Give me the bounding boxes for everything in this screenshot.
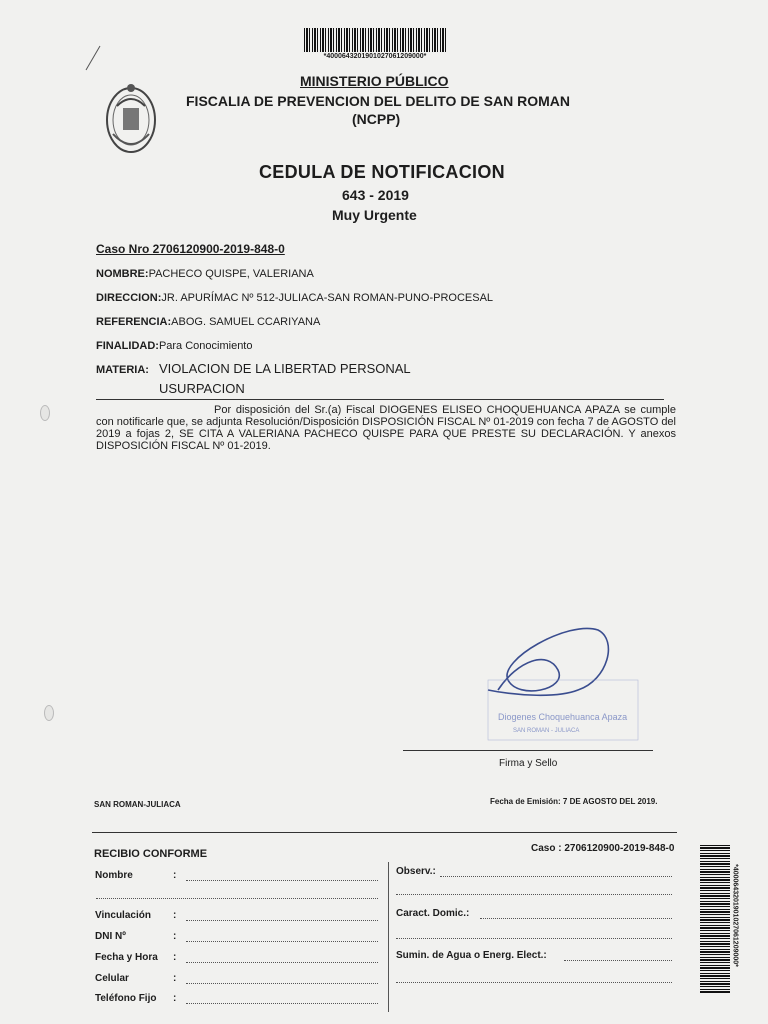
notification-body [96,404,676,452]
colon: : [173,931,177,942]
punch-hole [44,705,54,721]
materia-row [96,364,149,376]
receipt-celular-field[interactable] [186,983,378,984]
colon: : [173,993,177,1004]
nombre-row [96,268,314,280]
nombre-value: PACHECO QUISPE, VALERIANA [148,268,314,280]
finalidad-row [96,340,253,352]
divider [96,399,664,400]
receipt-observ-field-2[interactable] [396,894,672,895]
priority-label: Muy Urgente [332,207,417,223]
receipt-dni-label: DNI Nº [95,931,126,942]
materia-value-2: USURPACION [159,381,245,396]
receipt-dni-field[interactable] [186,941,378,942]
receipt-vinculacion-label: Vinculación [95,910,151,921]
receipt-caract-label: Caract. Domic.: [396,908,470,919]
direccion-value: JR. APURÍMAC Nº 512-JULIACA-SAN ROMAN-PUNO-PROCESAL [161,292,494,304]
receipt-observ-field[interactable] [440,876,672,877]
svg-text:SAN ROMAN - JULIACA: SAN ROMAN - JULIACA [513,728,580,734]
receipt-telefono-field[interactable] [186,1003,378,1004]
nombre-label: NOMBRE: [96,268,149,280]
document-number: 643 - 2019 [342,187,409,203]
receipt-divider [388,862,389,1012]
signature-label: Firma y Sello [499,758,558,769]
receipt-telefono-label: Teléfono Fijo [95,993,157,1004]
svg-text:Diogenes Choquehuanca Apaza: Diogenes Choquehuanca Apaza [498,712,628,722]
side-barcode [700,845,730,993]
receipt-sumin-label: Sumin. de Agua o Energ. Elect.: [396,950,547,961]
finalidad-value: Para Conocimiento [158,340,253,352]
receipt-vinculacion-field[interactable] [186,920,378,921]
receipt-observ-label: Observ.: [396,866,436,877]
side-barcode-number: *4000643201901027061209000* [731,864,739,967]
receipt-top-line [92,832,677,833]
signature-line [403,750,653,751]
colon: : [173,973,177,984]
barcode-number: *4000643201901027061209000* [323,53,427,60]
receipt-sumin-field[interactable] [564,960,672,961]
receipt-nombre-label: Nombre [95,870,133,881]
colon: : [173,910,177,921]
ncpp-label: (NCPP) [352,111,401,127]
document-title: CEDULA DE NOTIFICACION [259,162,505,182]
receipt-caract-field-2[interactable] [396,938,672,939]
punch-hole [40,405,50,421]
case-number: Caso Nro 2706120900-2019-848-0 [96,242,285,256]
receipt-title: RECIBIO CONFORME [94,848,208,860]
receipt-celular-label: Celular [95,973,129,984]
receipt-fecha-label: Fecha y Hora [95,952,158,963]
notification-text: Por disposición del Sr.(a) Fiscal DIOGENES ELISEO CHOQUEHUANCA APAZA se cumple con notificarle que, se adjunta Resolución/Disposición DISPOSICIÓN FISCAL Nº 01-2019 con fecha 7 de AGOSTO del 2019 a fojas 2, SE CITA A VALERIANA PACHECO QUISPE PARA QUE PRESTE SU DECLARACIÓN. Y anexos DISPOSICIÓN FISCAL Nº 01-2019. [96,404,676,452]
seal-emblem-icon [103,78,159,158]
ministry-title: MINISTERIO PÚBLICO [300,73,449,89]
signature-stamp [478,610,648,750]
materia-label: MATERIA: [96,364,149,376]
referencia-label: REFERENCIA: [96,316,172,328]
colon: : [173,952,177,963]
direccion-label: DIRECCION: [96,292,162,304]
location-label: SAN ROMAN-JULIACA [94,800,181,809]
issue-date: Fecha de Emisión: 7 DE AGOSTO DEL 2019. [490,797,658,806]
receipt-nombre-field[interactable] [186,880,378,881]
receipt-caract-field[interactable] [480,918,672,919]
referencia-row [96,316,320,328]
office-title: FISCALIA DE PREVENCION DEL DELITO DE SAN ROMAN [186,93,570,109]
colon: : [173,870,177,881]
pen-mark [84,42,104,72]
finalidad-label: FINALIDAD: [96,340,159,352]
receipt-case-number: Caso : 2706120900-2019-848-0 [531,843,675,854]
direccion-row [96,292,493,304]
receipt-sumin-field-2[interactable] [396,982,672,983]
receipt-fecha-field[interactable] [186,962,378,963]
receipt-nombre-field-2[interactable] [96,898,378,899]
barcode [304,28,446,52]
materia-value-1: VIOLACION DE LA LIBERTAD PERSONAL [159,361,411,376]
referencia-value: ABOG. SAMUEL CCARIYANA [171,316,321,328]
